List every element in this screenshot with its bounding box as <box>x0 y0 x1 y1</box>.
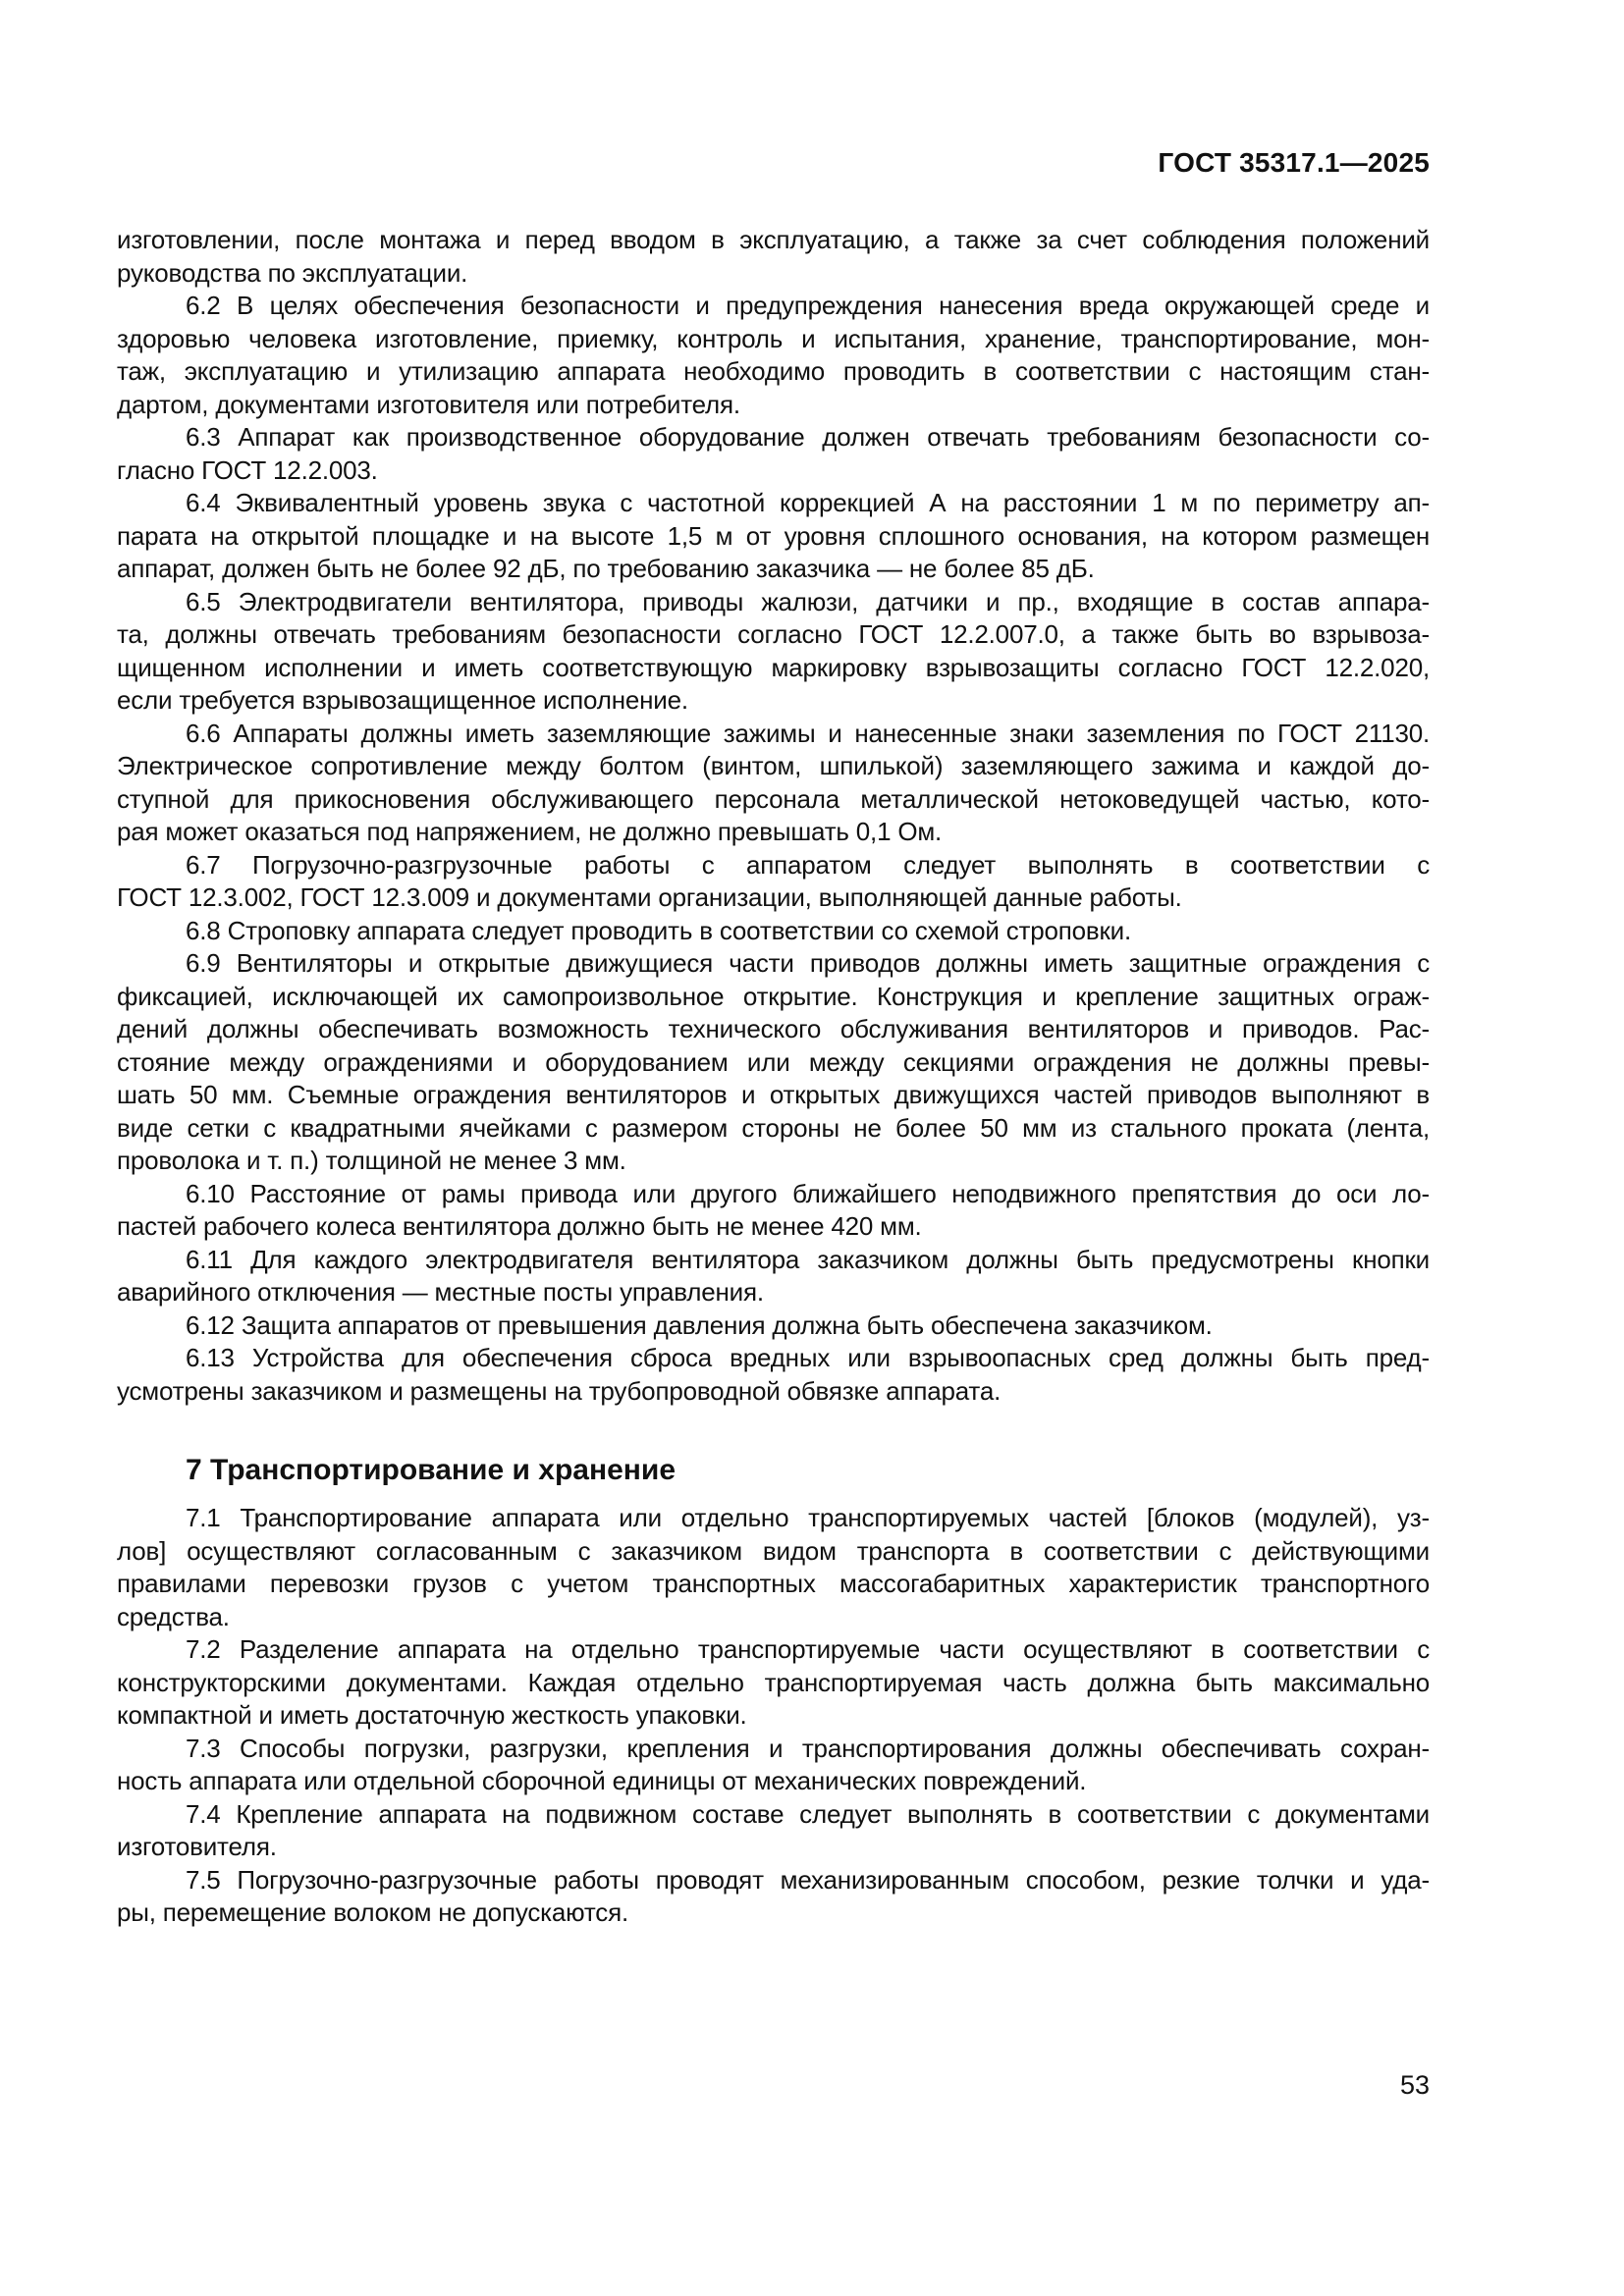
paragraph-line: ры, перемещение волоком не допускаются. <box>117 1897 628 1927</box>
paragraph-line: конструкторскими документами. Каждая отдельно транспортируемая часть должна быть максимально <box>117 1667 1430 1697</box>
paragraph <box>117 915 1430 948</box>
paragraph-line: та, должны отвечать требованиям безопасности согласно ГОСТ 12.2.007.0, а также быть во взрывоза- <box>117 619 1430 649</box>
paragraph <box>117 1342 1430 1408</box>
paragraph <box>117 290 1430 421</box>
paragraph-line: ГОСТ 12.3.002, ГОСТ 12.3.009 и документами организации, выполняющей данные работы. <box>117 882 1182 912</box>
paragraph-line: гласно ГОСТ 12.2.003. <box>117 454 378 485</box>
paragraph <box>117 487 1430 586</box>
paragraph-line: 6.9 Вентиляторы и открытые движущиеся части приводов должны иметь защитные ограждения с <box>186 948 1430 978</box>
running-header-doc-code: ГОСТ 35317.1—2025 <box>1158 147 1430 178</box>
paragraph-line: 6.6 Аппараты должны иметь заземляющие зажимы и нанесенные знаки заземления по ГОСТ 21130. <box>186 718 1430 748</box>
paragraph-line: 6.13 Устройства для обеспечения сброса вредных или взрывоопасных сред должны быть пред- <box>186 1343 1430 1372</box>
paragraph-line: усмотрены заказчиком и размещены на трубопроводной обвязке аппарата. <box>117 1375 1001 1406</box>
paragraph <box>117 718 1430 849</box>
paragraph-line: 7.1 Транспортирование аппарата или отдельно транспортируемых частей [блоков (модулей), уз- <box>186 1503 1430 1532</box>
paragraph-line: здоровью человека изготовление, приемку, контроль и испытания, хранение, транспортирование, мон- <box>117 323 1430 353</box>
paragraph-line: изготовлении, после монтажа и перед вводом в эксплуатацию, а также за счет соблюдения положений <box>117 225 1430 254</box>
paragraph <box>117 1178 1430 1244</box>
paragraph-line: 6.3 Аппарат как производственное оборудование должен отвечать требованиям безопасности со- <box>186 422 1430 452</box>
paragraph-line: изготовителя. <box>117 1832 277 1861</box>
paragraph <box>117 421 1430 487</box>
paragraph-line: 7.2 Разделение аппарата на отдельно транспортируемые части осуществляют в соответствии с <box>186 1634 1430 1664</box>
paragraph-line: компактной и иметь достаточную жесткость упаковки. <box>117 1700 747 1730</box>
paragraph-line: дартом, документами изготовителя или потребителя. <box>117 389 740 419</box>
paragraph-line: 6.12 Защита аппаратов от превышения давления должна быть обеспечена заказчиком. <box>186 1309 1213 1340</box>
paragraph-line: 6.7 Погрузочно-разгрузочные работы с аппаратом следует выполнять в соответствии с <box>186 849 1430 880</box>
paragraph <box>117 1309 1430 1343</box>
paragraph-line: фиксацией, исключающей их самопроизвольное открытие. Конструкция и крепление защитных ограж- <box>117 981 1430 1011</box>
paragraph-line: средства. <box>117 1601 230 1631</box>
paragraph-line: пастей рабочего колеса вентилятора должно быть не менее 420 мм. <box>117 1211 922 1241</box>
paragraph <box>117 1633 1430 1733</box>
paragraph-line: дений должны обеспечивать возможность технического обслуживания вентиляторов и приводов. Рас- <box>117 1014 1430 1043</box>
paragraph <box>117 586 1430 718</box>
paragraph-line: правилами перевозки грузов с учетом транспортных массогабаритных характеристик транспортного <box>117 1569 1430 1598</box>
paragraph-line: руководства по эксплуатации. <box>117 257 468 288</box>
page-number: 53 <box>1399 2070 1430 2100</box>
paragraph-line: 7.3 Способы погрузки, разгрузки, крепления и транспортирования должны обеспечивать сохран- <box>186 1733 1430 1763</box>
paragraph-line: 7.5 Погрузочно-разгрузочные работы проводят механизированным способом, резкие толчки и уда- <box>186 1864 1430 1895</box>
paragraph-line: аварийного отключения — местные посты управления. <box>117 1277 764 1307</box>
paragraph-line: лов] осуществляют согласованным с заказчиком видом транспорта в соответствии с действующими <box>117 1535 1430 1566</box>
paragraph-line: ность аппарата или отдельной сборочной единицы от механических повреждений. <box>117 1766 1087 1795</box>
paragraph-line: Электрическое сопротивление между болтом (винтом, шпилькой) заземляющего зажима и каждой до- <box>117 751 1430 780</box>
paragraph-line: 6.2 В целях обеспечения безопасности и предупреждения нанесения вреда окружающей среде и <box>186 291 1430 320</box>
paragraph <box>117 1864 1430 1930</box>
paragraph-line: парата на открытой площадке и на высоте 1,5 м от уровня сплошного основания, на котором размещен <box>117 520 1430 551</box>
paragraph-line: шать 50 мм. Съемные ограждения вентиляторов и открытых движущихся частей приводов выполняют в <box>117 1080 1430 1109</box>
paragraph <box>117 1502 1430 1633</box>
paragraph <box>117 1798 1430 1864</box>
section-heading: 7 Транспортирование и хранение <box>186 1454 677 1486</box>
paragraph-line: стояние между ограждениями и оборудованием или между секциями ограждения не должны превы- <box>117 1046 1430 1077</box>
paragraph <box>117 849 1430 915</box>
paragraph <box>117 1733 1430 1798</box>
paragraph <box>117 947 1430 1178</box>
paragraph-line: щищенном исполнении и иметь соответствующую маркировку взрывозащиты согласно ГОСТ 12.2.020, <box>117 652 1430 682</box>
paragraph-line: проволока и т. п.) толщиной не менее 3 мм. <box>117 1146 626 1175</box>
paragraph <box>117 1244 1430 1309</box>
paragraph-line: рая может оказаться под напряжением, не должно превышать 0,1 Ом. <box>117 817 943 846</box>
paragraph-line: 6.4 Эквивалентный уровень звука с частотной коррекцией А на расстоянии 1 м по периметру ап- <box>186 488 1430 517</box>
paragraph <box>117 224 1430 290</box>
paragraph-line: ступной для прикосновения обслуживающего персонала металлической нетоковедущей частью, кото- <box>117 783 1430 814</box>
paragraph-line: если требуется взрывозащищенное исполнение. <box>117 685 688 715</box>
paragraph-line: аппарат, должен быть не более 92 дБ, по требованию заказчика — не более 85 дБ. <box>117 554 1095 583</box>
paragraph-line: таж, эксплуатацию и утилизацию аппарата необходимо проводить в соответствии с настоящим стан- <box>117 356 1430 386</box>
paragraph-line: 6.10 Расстояние от рамы привода или другого ближайшего неподвижного препятствия до оси ло- <box>186 1178 1430 1208</box>
paragraph-line: 7.4 Крепление аппарата на подвижном составе следует выполнять в соответствии с документами <box>186 1798 1430 1829</box>
paragraph-line: 6.11 Для каждого электродвигателя вентилятора заказчиком должны быть предусмотрены кнопки <box>186 1244 1430 1274</box>
document-body <box>117 224 1430 1930</box>
paragraph-line: 6.8 Строповку аппарата следует проводить в соответствии со схемой строповки. <box>186 915 1132 945</box>
paragraph-line: 6.5 Электродвигатели вентилятора, приводы жалюзи, датчики и пр., входящие в состав аппара- <box>186 586 1430 616</box>
paragraph-line: виде сетки с квадратными ячейками с размером стороны не более 50 мм из стального проката (лента, <box>117 1112 1430 1143</box>
